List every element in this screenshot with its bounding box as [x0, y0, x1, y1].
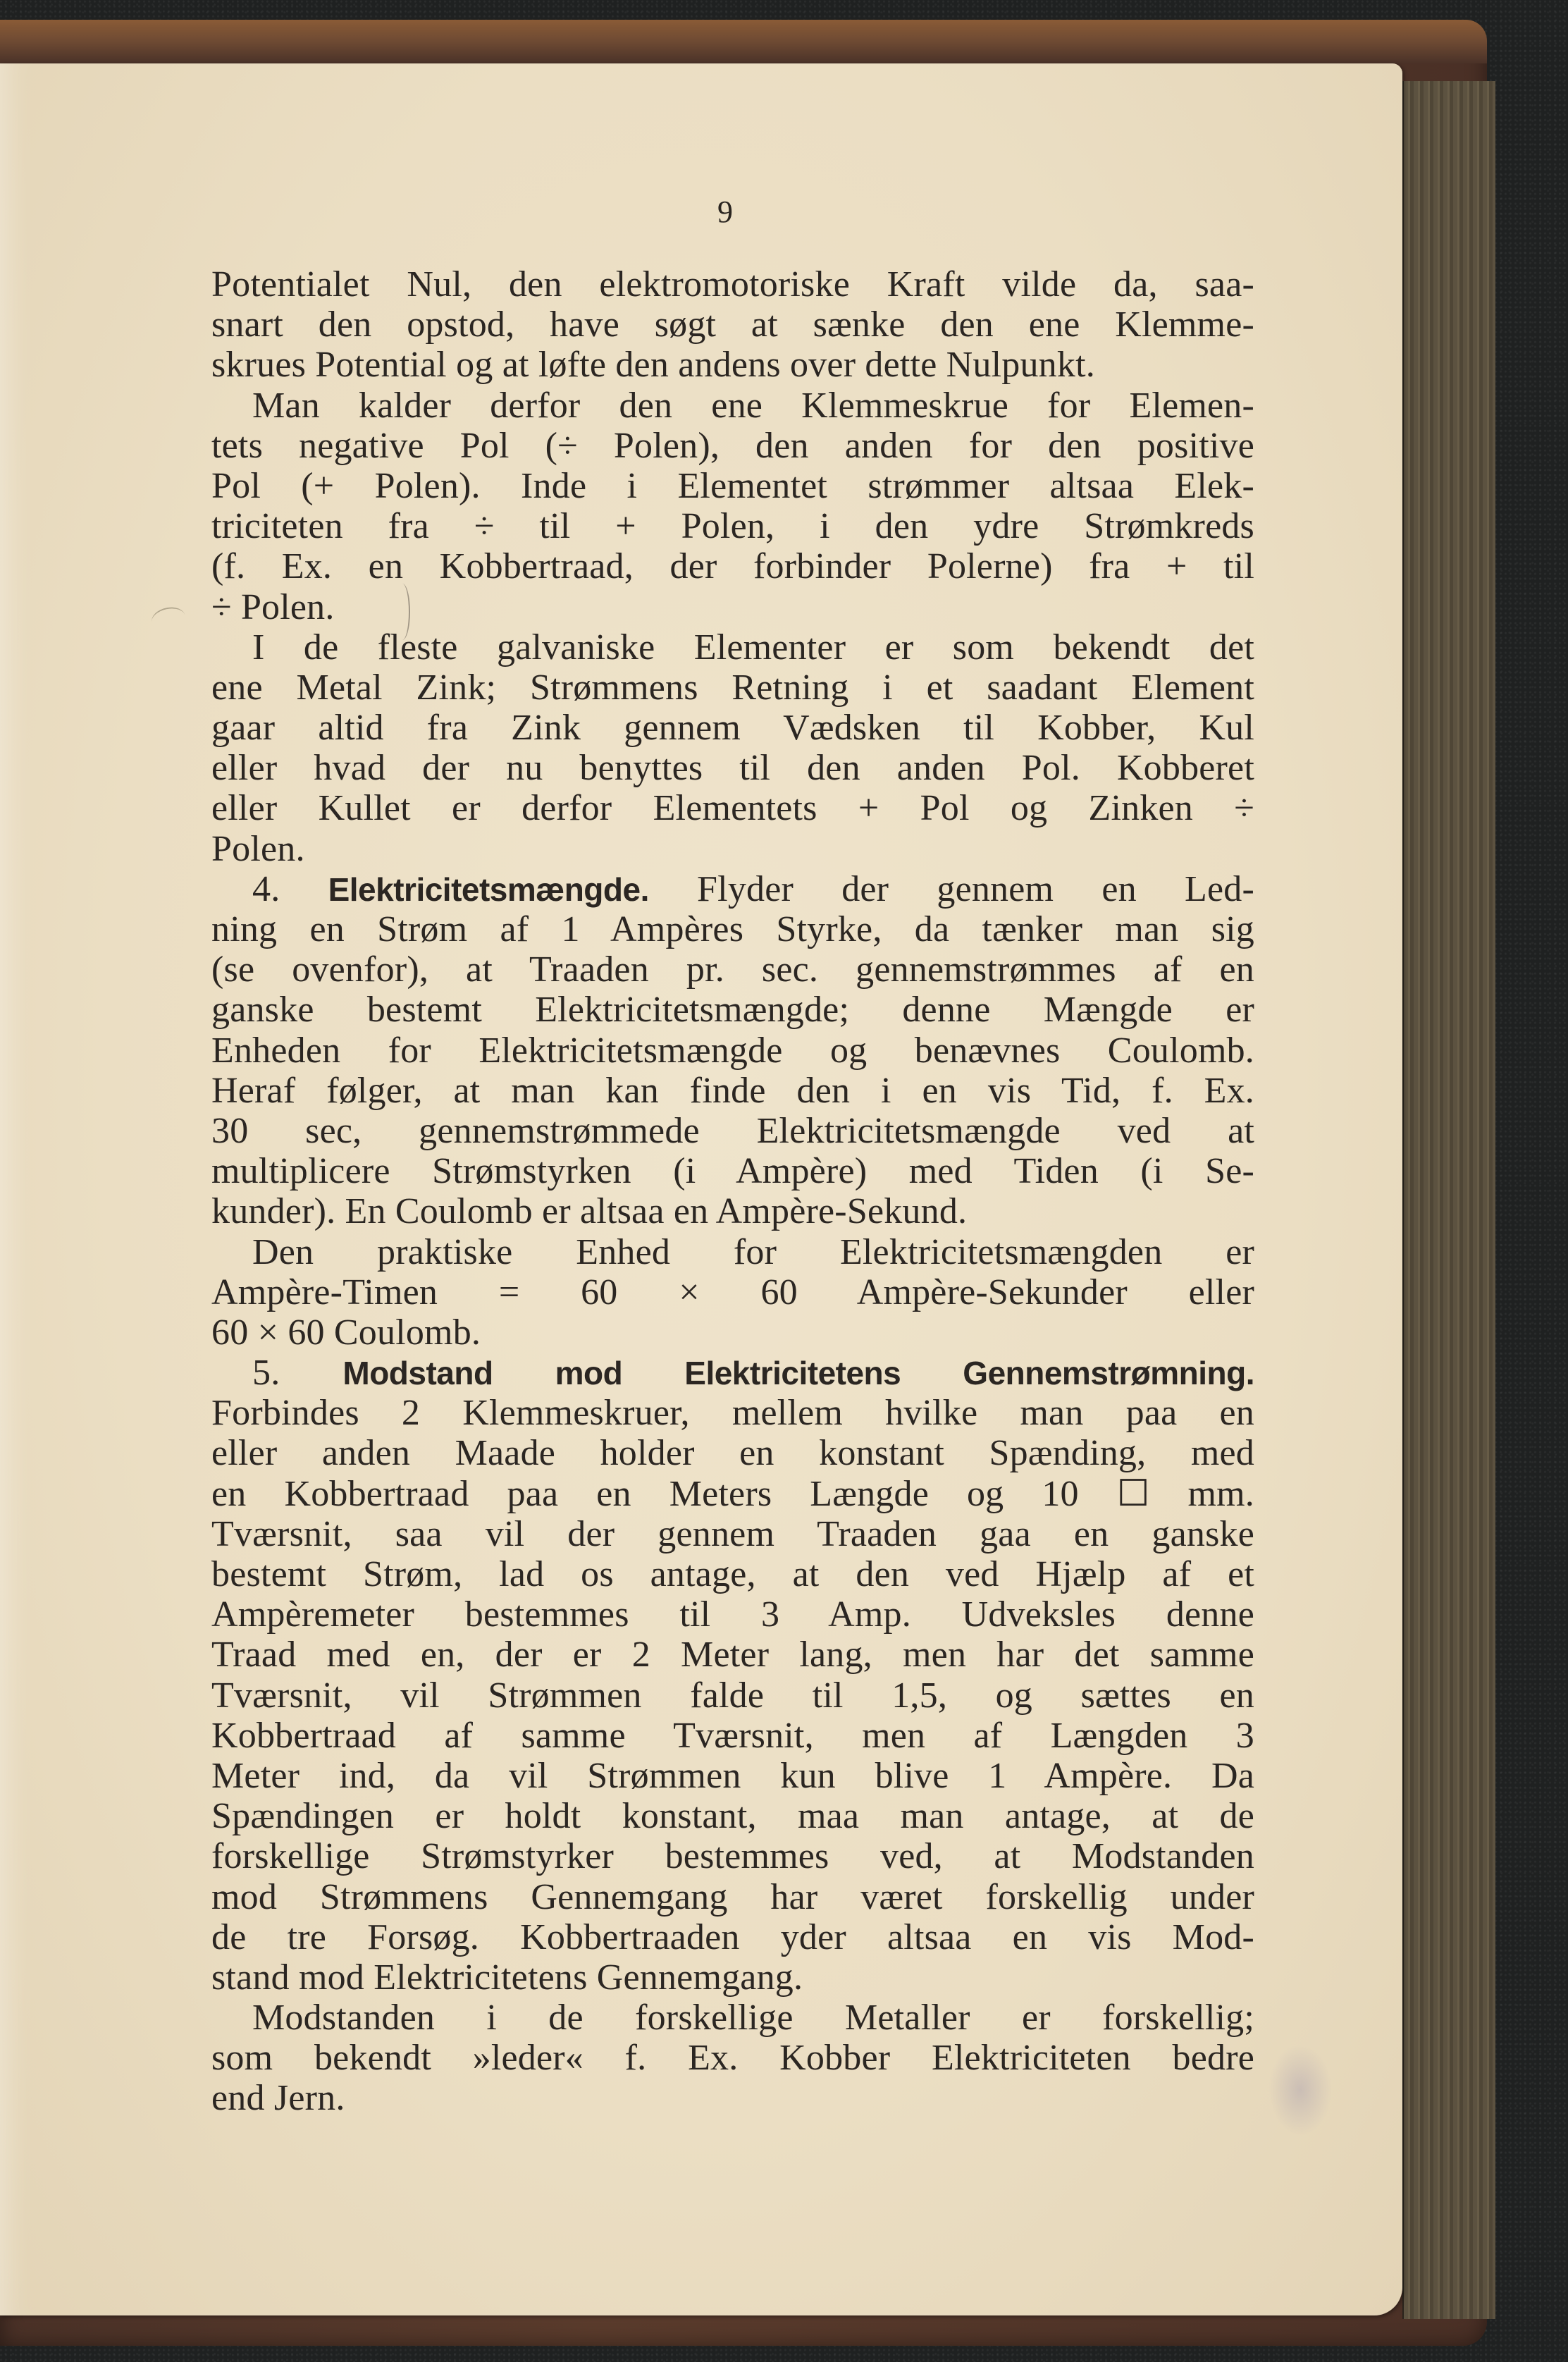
text-line: eller hvad der nu benyttes til den anden Pol. Kobberet: [211, 748, 1254, 789]
ink-smudge: [1268, 2044, 1332, 2136]
text-line: Polen.: [211, 828, 305, 869]
text-line: skrues Potential og at løfte den andens over dette Nulpunkt.: [211, 345, 1095, 386]
section-number: 4.: [252, 868, 280, 909]
body-text: [211, 264, 1254, 2119]
text-line: bestemt Strøm, lad os antage, at den ved Hjælp af et: [211, 1554, 1254, 1594]
text-line: Meter ind, da vil Strømmen kun blive 1 Ampère. Da: [211, 1755, 1254, 1796]
text-line: (se ovenfor), at Traaden pr. sec. gennemstrømmes af en: [211, 949, 1254, 990]
text-line: som bekendt »leder« f. Ex. Kobber Elektriciteten bedre: [211, 2038, 1254, 2079]
text-line: (f. Ex. en Kobbertraad, der forbinder Polerne) fra + til: [211, 546, 1254, 587]
text-line: stand mod Elektricitetens Gennemgang.: [211, 1957, 803, 1998]
text-line: Ampère-Timen = 60 × 60 Ampère-Sekunder eller: [211, 1272, 1254, 1312]
text-line: Tværsnit, vil Strømmen falde til 1,5, og sættes en: [211, 1675, 1254, 1716]
text-line: Kobbertraad af samme Tværsnit, men af Længden 3: [211, 1715, 1254, 1756]
text-line: gaar altid fra Zink gennem Vædsken til Kobber, Kul: [211, 708, 1254, 749]
text-line: 30 sec, gennemstrømmede Elektricitetsmængde ved at: [211, 1110, 1254, 1151]
text-line: Tværsnit, saa vil der gennem Traaden gaa en ganske: [211, 1513, 1254, 1554]
text-line: Traad med en, der er 2 Meter lang, men har det samme: [211, 1635, 1254, 1675]
text-line: mod Strømmens Gennemgang har været forskellig under: [211, 1876, 1254, 1917]
text-line: 60 × 60 Coulomb.: [211, 1312, 481, 1353]
text-line: Heraf følger, at man kan finde den i en vis Tid, f. Ex.: [211, 1070, 1254, 1111]
page-number: 9: [717, 195, 733, 229]
text-line: Forbindes 2 Klemmeskruer, mellem hvilke man paa en: [211, 1393, 1254, 1434]
text-line: ÷ Polen.: [211, 586, 335, 627]
text-line: en Kobbertraad paa en Meters Længde og 10 ☐ mm.: [211, 1473, 1254, 1514]
text-line: forskellige Strømstyrker bestemmes ved, at Modstanden: [211, 1836, 1254, 1877]
section-4-heading-line: [211, 869, 1254, 909]
text-line: eller Kullet er derfor Elementets + Pol og Zinken ÷: [211, 788, 1254, 829]
section-heading: Elektricitetsmængde.: [328, 871, 649, 908]
text-run: Flyder der gennem en Led-: [697, 868, 1254, 909]
text-line: kunder). En Coulomb er altsaa en Ampère-Sekund.: [211, 1191, 968, 1232]
text-line: Enheden for Elektricitetsmængde og benævnes Coulomb.: [211, 1030, 1254, 1071]
text-line: Ampèremeter bestemmes til 3 Amp. Udveksles denne: [211, 1594, 1254, 1635]
text-line: ning en Strøm af 1 Ampères Styrke, da tænker man sig: [211, 909, 1254, 949]
cover-top-edge: [0, 20, 1487, 63]
text-line: I de fleste galvaniske Elementer er som bekendt det: [252, 627, 1254, 668]
text-line: de tre Forsøg. Kobbertraaden yder altsaa en vis Mod-: [211, 1917, 1254, 1957]
page-block-edges: [1402, 81, 1495, 2319]
text-line: Modstanden i de forskellige Metaller er forskellig;: [252, 1998, 1254, 2038]
text-line: Pol (+ Polen). Inde i Elementet strømmer altsaa Elek-: [211, 465, 1254, 506]
text-line: ganske bestemt Elektricitetsmængde; denne Mængde er: [211, 990, 1254, 1031]
text-line: eller anden Maade holder en konstant Spænding, med: [211, 1433, 1254, 1474]
section-number: 5.: [252, 1353, 280, 1394]
text-line: tets negative Pol (÷ Polen), den anden for den positive: [211, 425, 1254, 466]
text-line: Man kalder derfor den ene Klemmeskrue for Elemen-: [252, 385, 1254, 426]
text-line: snart den opstod, have søgt at sænke den ene Klemme-: [211, 305, 1254, 345]
section-5-heading-line: [211, 1353, 1254, 1393]
text-line: triciteten fra ÷ til + Polen, i den ydre Strømkreds: [211, 506, 1254, 547]
text-line: Den praktiske Enhed for Elektricitetsmængden er: [252, 1231, 1254, 1272]
section-heading: Modstand mod Elektricitetens Gennemstrømning.: [342, 1355, 1254, 1392]
text-line: Spændingen er holdt konstant, maa man antage, at de: [211, 1796, 1254, 1837]
text-line: Potentialet Nul, den elektromotoriske Kraft vilde da, saa-: [211, 264, 1254, 305]
text-line: ene Metal Zink; Strømmens Retning i et saadant Element: [211, 667, 1254, 708]
text-line: multiplicere Strømstyrken (i Ampère) med Tiden (i Se-: [211, 1151, 1254, 1192]
text-line: end Jern.: [211, 2078, 345, 2119]
